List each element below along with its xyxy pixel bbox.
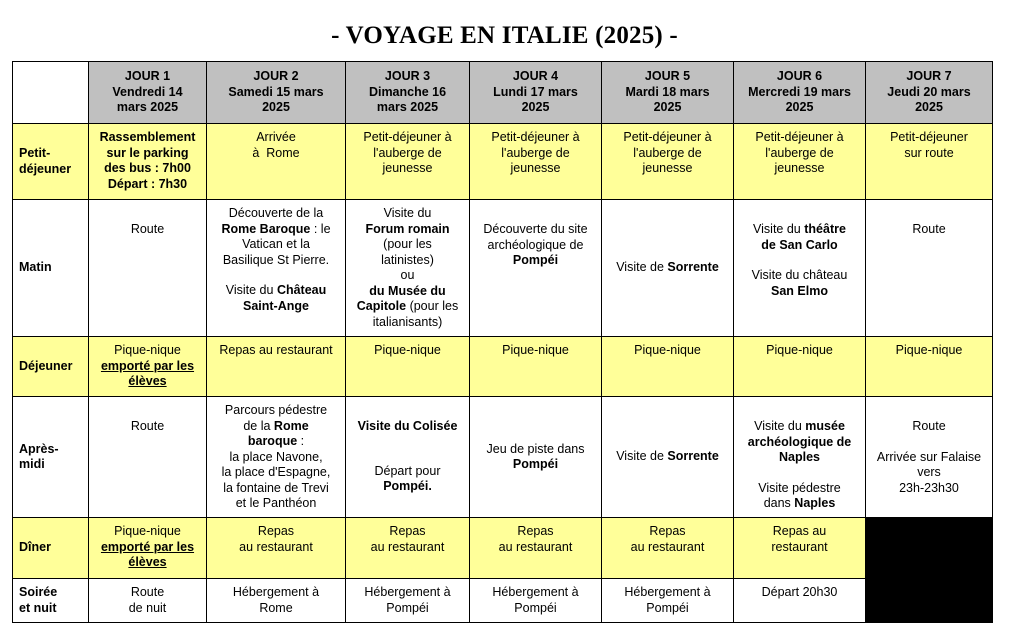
cell-text <box>207 200 346 337</box>
cell-line: Jeu de piste dans <box>486 441 585 456</box>
cell-line: dans <box>763 496 795 510</box>
cell-text <box>866 337 993 397</box>
cell-line: des bus : 7h00 <box>104 161 191 175</box>
cell-text <box>346 579 470 623</box>
cell-text <box>207 337 346 397</box>
cell-line: Pique-nique <box>634 343 701 357</box>
cell-line: la fontaine de Trevi <box>223 480 329 495</box>
row-label <box>13 124 89 200</box>
cell-line: Découverte de la <box>228 206 324 220</box>
day-date: Dimanche 16 <box>368 84 447 99</box>
cell-line: archéologique de <box>487 237 584 252</box>
cell-line: Hébergement à <box>364 585 451 599</box>
cell-line: Repas <box>517 524 554 538</box>
cell-line: sur le parking <box>106 145 189 160</box>
cell-line: Rome <box>259 600 293 615</box>
cell-bold: du Musée du <box>369 283 446 298</box>
cell-line: au restaurant <box>370 539 445 554</box>
row-label <box>13 397 89 518</box>
day-date: Mercredi 19 mars <box>748 84 851 99</box>
day-date: mars 2025 <box>376 100 439 114</box>
cell-text <box>470 337 602 397</box>
cell-text <box>734 337 866 397</box>
row-label-text: Matin <box>19 260 52 275</box>
cell-text <box>602 397 734 518</box>
cell-line: Visite pédestre <box>758 480 841 495</box>
cell-line: Pique-nique <box>502 343 569 357</box>
cell-line: la place Navone, <box>229 449 323 464</box>
cell-bold: Visite du Colisée <box>357 419 458 433</box>
cell-bold: archéologique de <box>747 434 852 449</box>
row-dejeuner <box>13 337 993 397</box>
cell-line: Hébergement à <box>624 585 711 599</box>
day-date: Jeudi 20 mars <box>887 84 971 99</box>
cell-line: Départ pour <box>374 463 441 478</box>
day-date: 2025 <box>521 100 550 114</box>
cell-line: l'auberge de <box>633 145 702 160</box>
cell-text <box>866 200 993 337</box>
cell-text <box>207 579 346 623</box>
cell-line: au restaurant <box>239 539 313 554</box>
cell-bold: Capitole <box>356 299 407 313</box>
day-number: JOUR 5 <box>644 69 691 83</box>
cell-line: Basilique St Pierre. <box>222 252 330 267</box>
day-date: Mardi 18 mars <box>625 84 710 99</box>
cell-text <box>734 124 866 200</box>
page-title: - VOYAGE EN ITALIE (2025) - <box>331 22 678 49</box>
cell-line: Arrivée <box>256 130 296 144</box>
cell-line: sur route <box>904 145 954 160</box>
cell-line: Découverte du site <box>483 222 588 236</box>
cell-text <box>470 200 602 337</box>
cell-bold: Château <box>276 283 327 297</box>
cell-text <box>734 579 866 623</box>
cell-line: de nuit <box>128 600 167 615</box>
cell-line: Pompéi <box>514 600 557 615</box>
day-header <box>470 62 602 124</box>
day-date: 2025 <box>262 100 290 114</box>
cell-text <box>346 337 470 397</box>
cell-text <box>602 579 734 623</box>
row-label-text: Dîner <box>19 540 51 555</box>
cell-text <box>346 397 470 518</box>
cell-text <box>89 518 207 579</box>
row-label-text: midi <box>19 457 45 471</box>
cell-line: Petit-déjeuner à <box>623 130 712 144</box>
cell-bold: élèves <box>128 555 167 569</box>
cell-text <box>207 518 346 579</box>
cell-line: Parcours pédestre <box>224 403 328 417</box>
cell-line: : <box>297 434 305 448</box>
day-header <box>89 62 207 124</box>
cell-bold: Pompéi. <box>383 479 432 493</box>
cell-bold: Sorrente <box>667 449 719 464</box>
cell-bold: Forum romain <box>365 221 450 236</box>
day-number: JOUR 4 <box>512 69 559 83</box>
day-number: JOUR 1 <box>124 69 171 83</box>
cell-line: l'auberge de <box>501 145 570 160</box>
row-label <box>13 579 89 623</box>
cell-line: 23h-23h30 <box>899 480 959 495</box>
cell-line: latinistes) <box>381 252 434 267</box>
row-label-text: Petit- <box>19 146 51 160</box>
cell-text <box>470 579 602 623</box>
row-petit-dejeuner <box>13 124 993 200</box>
cell-bold: de San Carlo <box>761 237 838 252</box>
cell-text <box>602 124 734 200</box>
cell-line: restaurant <box>771 539 828 554</box>
row-apres-midi <box>13 397 993 518</box>
cell-bold: emporté par les <box>100 358 195 373</box>
cell-line: Route <box>912 222 946 236</box>
cell-text <box>602 337 734 397</box>
cell-line: jeunesse <box>774 161 825 175</box>
row-label <box>13 518 89 579</box>
cell-line: l'auberge de <box>373 145 442 160</box>
cell-line: Route <box>130 419 165 433</box>
cell-bold: Rome <box>273 418 309 433</box>
cell-line: Pique-nique <box>766 343 833 357</box>
cell-bold: Pompéi <box>512 457 559 471</box>
cell-line: (pour les <box>406 299 459 313</box>
row-label <box>13 200 89 337</box>
cell-line: Pique-nique <box>895 343 963 357</box>
day-date: 2025 <box>915 100 943 114</box>
schedule-table <box>12 61 993 623</box>
cell-line: Route <box>130 222 165 236</box>
cell-line: de la <box>243 418 274 433</box>
cell-line: Repas au <box>772 524 827 538</box>
day-date: 2025 <box>653 100 682 114</box>
cell-line: l'auberge de <box>765 145 834 160</box>
cell-line: Repas <box>257 524 295 538</box>
cell-text <box>346 124 470 200</box>
cell-line: Visite du <box>383 206 432 220</box>
cell-line: Pompéi <box>646 600 689 615</box>
cell-text <box>207 124 346 200</box>
cell-line: au restaurant <box>498 539 573 554</box>
row-label-text: Après- <box>19 441 59 456</box>
cell-line: la place d'Espagne, <box>221 465 331 479</box>
cell-bold: Saint-Ange <box>243 298 309 313</box>
cell-line: Visite du <box>754 419 806 433</box>
cell-text <box>470 518 602 579</box>
cell-bold: Naples <box>794 496 836 510</box>
cell-line: Hébergement à <box>492 585 579 599</box>
cell-text <box>602 518 734 579</box>
row-label-text: Soirée <box>19 585 58 599</box>
cell-text <box>207 397 346 518</box>
cell-text <box>346 200 470 337</box>
row-matin <box>13 200 993 337</box>
cell-text <box>866 124 993 200</box>
row-label <box>13 337 89 397</box>
day-number: JOUR 7 <box>906 69 952 83</box>
cell-line: jeunesse <box>642 161 693 175</box>
cell-line: Visite de <box>616 449 668 464</box>
row-label-text: et nuit <box>19 600 57 615</box>
cell-line: : le <box>310 221 331 236</box>
cell-text <box>734 200 866 337</box>
cell-line: Vatican et la <box>242 237 310 251</box>
header-row <box>13 62 993 124</box>
day-date: 2025 <box>785 100 814 114</box>
cell-line: et le Panthéon <box>235 496 317 510</box>
header-corner <box>13 62 89 124</box>
blacked-out-cell <box>866 518 993 623</box>
cell-line: Repas <box>649 524 686 538</box>
day-number: JOUR 2 <box>253 69 299 83</box>
cell-bold: Naples <box>779 450 820 464</box>
cell-bold: musée <box>805 419 845 433</box>
cell-line: Petit-déjeuner à <box>491 130 580 144</box>
cell-text <box>866 397 993 518</box>
cell-bold: théâtre <box>804 222 846 236</box>
cell-text <box>602 200 734 337</box>
cell-line: Pompéi <box>386 600 429 615</box>
day-header <box>346 62 470 124</box>
cell-line: Petit-déjeuner à <box>363 130 452 144</box>
cell-line: Pique-nique <box>114 524 181 538</box>
cell-line: au restaurant <box>630 539 705 554</box>
cell-bold: élèves <box>128 374 167 388</box>
cell-line: Hébergement à <box>232 585 320 599</box>
cell-line: Départ 20h30 <box>761 585 838 599</box>
cell-text <box>734 397 866 518</box>
cell-text <box>89 200 207 337</box>
cell-bold: Pompéi <box>512 253 559 267</box>
cell-line: Visite du château <box>751 268 848 282</box>
cell-line: Route <box>130 585 165 599</box>
cell-text <box>470 124 602 200</box>
day-date: Lundi 17 mars <box>493 84 578 99</box>
cell-line: Visite de <box>616 260 668 275</box>
day-number: JOUR 6 <box>776 69 823 83</box>
day-date: Samedi 15 mars <box>228 84 324 99</box>
cell-line: Départ : 7h30 <box>107 176 188 191</box>
cell-line: Route <box>912 419 946 433</box>
cell-line: Petit-déjeuner à <box>755 130 844 144</box>
day-header <box>734 62 866 124</box>
cell-line: Visite du <box>753 222 805 236</box>
cell-line: Petit-déjeuner <box>890 130 968 144</box>
cell-line: Pique-nique <box>374 343 441 357</box>
cell-text <box>89 124 207 200</box>
cell-text <box>470 397 602 518</box>
day-date: mars 2025 <box>116 100 179 114</box>
cell-text <box>89 397 207 518</box>
cell-line: Pique-nique <box>114 343 181 357</box>
cell-line: vers <box>917 465 941 479</box>
cell-bold: emporté par les <box>100 539 195 554</box>
cell-bold: Rome Baroque <box>221 221 311 236</box>
day-date: Vendredi 14 <box>112 84 183 99</box>
row-diner <box>13 518 993 579</box>
cell-line: jeunesse <box>510 161 561 175</box>
row-soiree <box>13 579 993 623</box>
row-label-text: Déjeuner <box>19 358 73 373</box>
day-header <box>866 62 993 124</box>
cell-line: (pour les <box>383 237 432 251</box>
cell-line: Rassemblement <box>99 130 196 144</box>
cell-text <box>346 518 470 579</box>
cell-line: à Rome <box>252 145 300 160</box>
cell-bold: Sorrente <box>667 260 719 275</box>
cell-line: italianisants) <box>372 314 443 329</box>
cell-text <box>89 579 207 623</box>
cell-text <box>89 337 207 397</box>
day-number: JOUR 3 <box>384 69 431 83</box>
row-label-text: déjeuner <box>19 161 72 176</box>
cell-line: Repas <box>389 524 426 538</box>
cell-line: Visite du <box>225 283 277 297</box>
day-header <box>602 62 734 124</box>
cell-text <box>734 518 866 579</box>
cell-line: Arrivée sur Falaise <box>876 449 982 464</box>
cell-bold: San Elmo <box>771 283 828 298</box>
cell-line: jeunesse <box>382 161 433 175</box>
day-header <box>207 62 346 124</box>
cell-bold: baroque <box>247 434 298 448</box>
cell-line: Repas au restaurant <box>219 343 333 357</box>
cell-line: ou <box>400 268 415 282</box>
